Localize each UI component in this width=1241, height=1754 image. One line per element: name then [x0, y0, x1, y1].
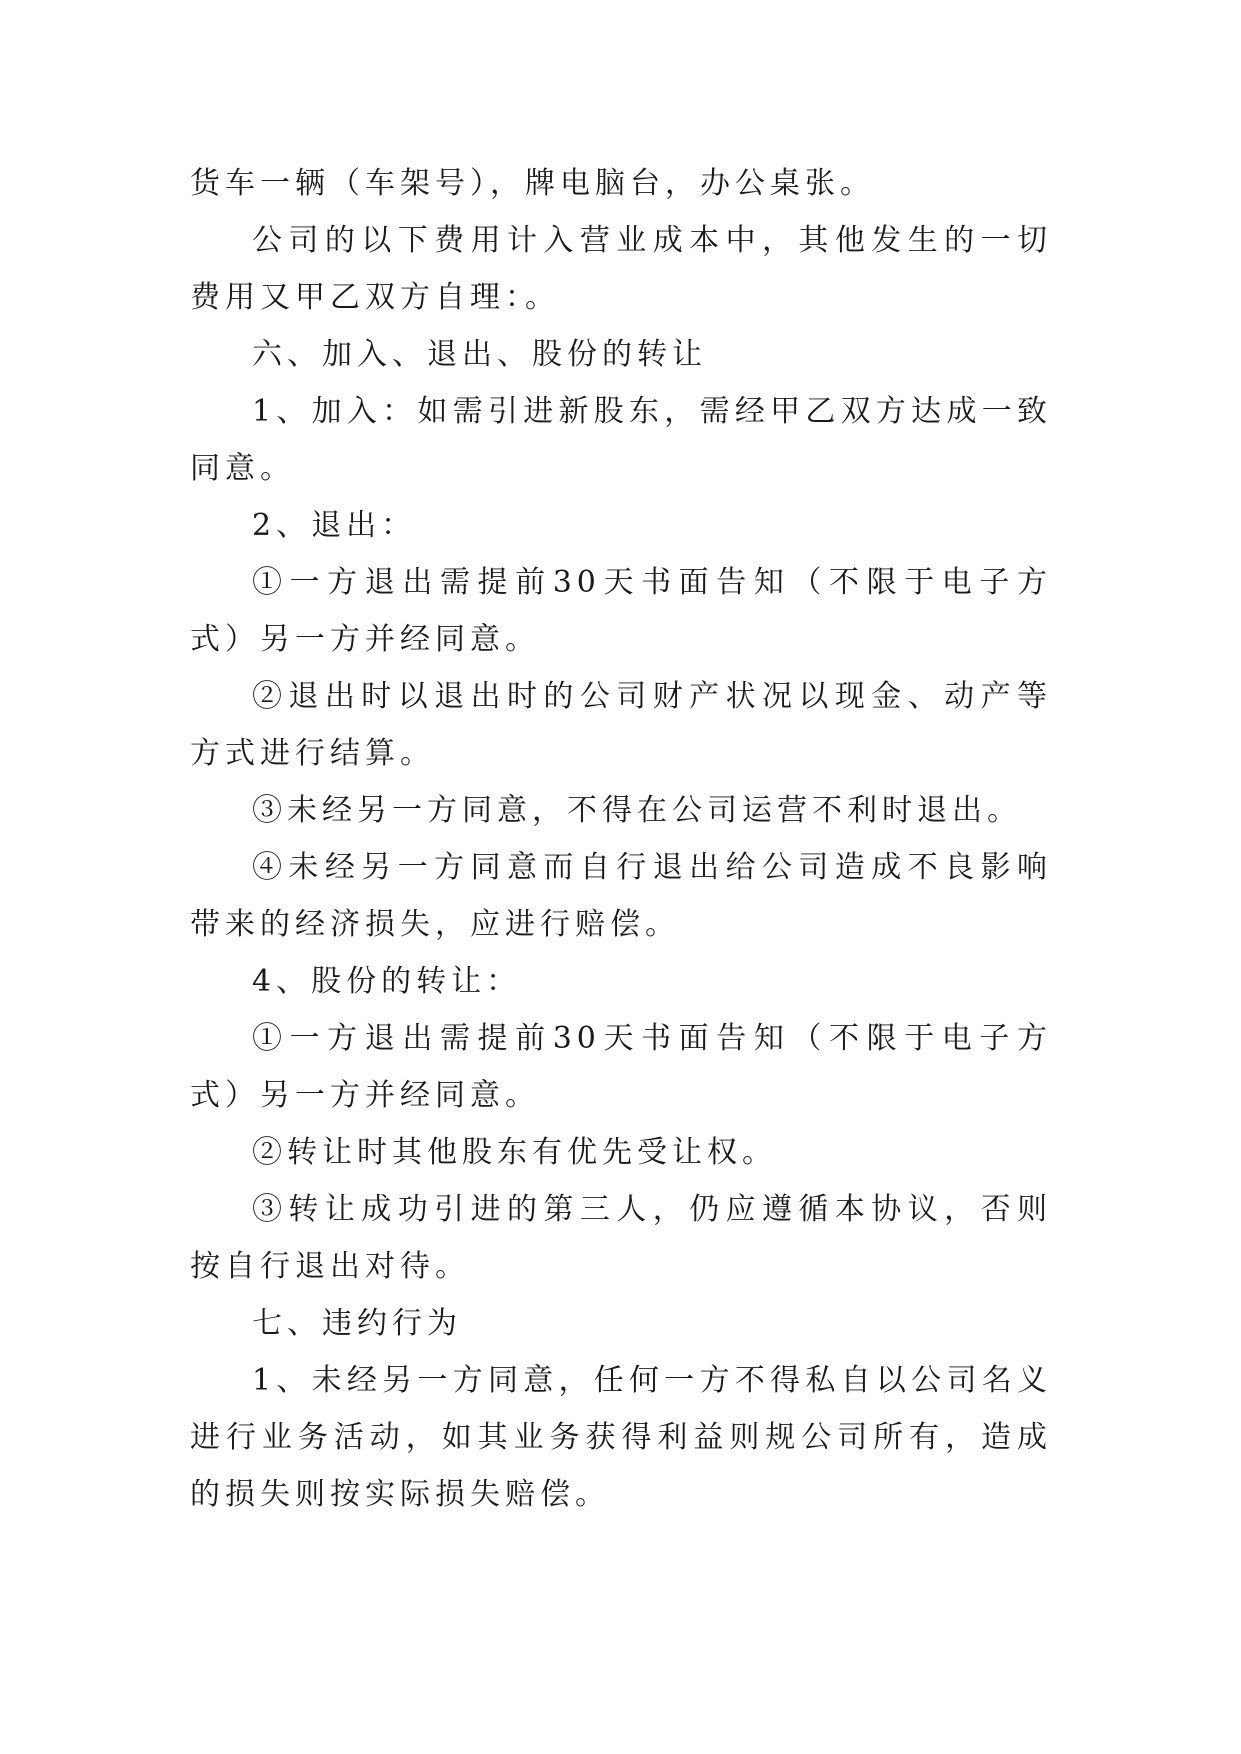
paragraph-exit-item-1: ①一方退出需提前30天书面告知（不限于电子方式）另一方并经同意。	[190, 565, 1052, 657]
paragraph-costs: 公司的以下费用计入营业成本中，其他发生的一切费用又甲乙双方自理：。	[190, 223, 1052, 315]
paragraph-transfer-item-2: ②转让时其他股东有优先受让权。	[252, 1135, 777, 1170]
paragraph-join: 1、加入：如需引进新股东，需经甲乙双方达成一致同意。	[190, 394, 1052, 486]
paragraph-exit-heading: 2、退出：	[252, 508, 417, 543]
document-body	[190, 155, 1052, 1523]
paragraph-vehicle-list: 货车一辆（车架号），牌电脑台，办公桌张。	[190, 166, 875, 201]
paragraph-exit-item-2: ②退出时以退出时的公司财产状况以现金、动产等方式进行结算。	[190, 679, 1052, 771]
section-heading-7: 七、违约行为	[252, 1306, 462, 1341]
paragraph-transfer-item-3: ③转让成功引进的第三人，仍应遵循本协议，否则按自行退出对待。	[190, 1192, 1052, 1284]
section-heading-6: 六、加入、退出、股份的转让	[252, 337, 707, 372]
paragraph-transfer-item-1: ①一方退出需提前30天书面告知（不限于电子方式）另一方并经同意。	[190, 1021, 1052, 1113]
paragraph-transfer-heading: 4、股份的转让：	[252, 964, 522, 999]
paragraph-exit-item-3: ③未经另一方同意，不得在公司运营不利时退出。	[252, 793, 1022, 828]
paragraph-breach-1: 1、未经另一方同意，任何一方不得私自以公司名义进行业务活动，如其业务获得利益则规公司所有，造成的损失则按实际损失赔偿。	[190, 1363, 1052, 1512]
paragraph-exit-item-4: ④未经另一方同意而自行退出给公司造成不良影响带来的经济损失，应进行赔偿。	[190, 850, 1052, 942]
